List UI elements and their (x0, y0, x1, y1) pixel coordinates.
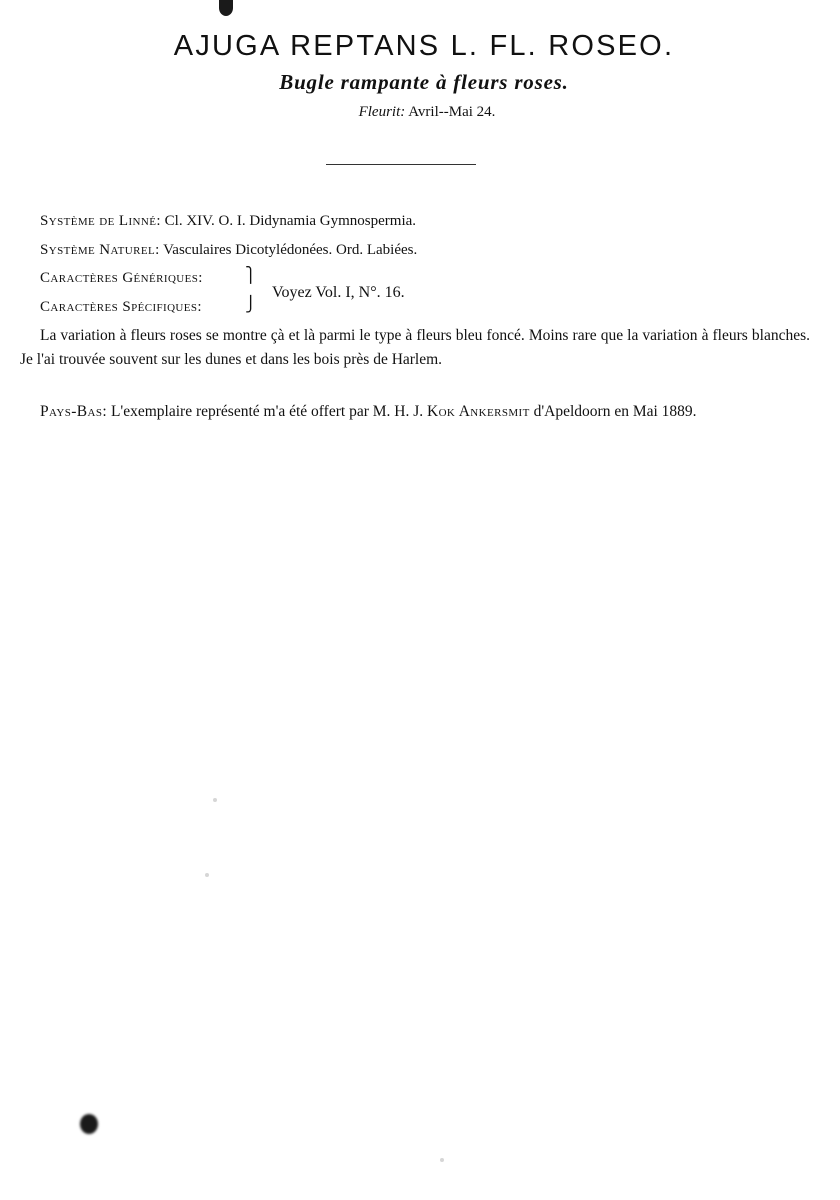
provenance-label: Pays-Bas: (40, 403, 108, 420)
linne-system-label: Système de Linné: (40, 213, 161, 229)
provenance-person: Kok Ankersmit (427, 403, 530, 420)
generic-characters-line (40, 268, 203, 288)
linne-system-value: Cl. XIV. O. I. Didynamia Gymnospermia. (164, 213, 417, 229)
page-subtitle: Bugle rampante à fleurs roses. (279, 70, 569, 94)
ink-speck-top (219, 0, 233, 16)
generic-characters-label: Caractères Génériques: (40, 270, 203, 286)
characters-reference: Voyez Vol. I, N°. 16. (272, 284, 405, 301)
provenance-text-before: L'exemplaire représenté m'a été offert par M. H. J. (110, 403, 424, 420)
provenance-paragraph (20, 400, 810, 424)
specific-characters-label: Caractères Spécifiques: (40, 299, 202, 315)
header-divider (326, 164, 476, 165)
paper-dot (213, 798, 217, 802)
brace-bottom: ⎭ (245, 297, 257, 313)
natural-system-value: Vasculaires Dicotylédonées. Ord. Labiées. (163, 242, 418, 258)
page-title: AJUGA REPTANS L. FL. ROSEO. (173, 30, 675, 62)
linne-system-line (40, 211, 416, 231)
description-paragraph: La variation à fleurs roses se montre çà et là parmi le type à fleurs bleu foncé. Moins rare que la variation à fleurs blanches. Je l'ai trouvée souvent sur les dunes et dans les bois près de Harlem. (20, 327, 810, 368)
page-header (0, 26, 840, 126)
provenance-text-after: d'Apeldoorn en Mai 1889. (533, 403, 697, 420)
flowering-period (14, 98, 840, 126)
paper-dot (205, 873, 209, 877)
brace-top: ⎫ (245, 268, 257, 284)
specific-characters-line (40, 297, 202, 317)
flowering-value: Avril--Mai 24. (408, 104, 496, 120)
natural-system-line (40, 240, 417, 260)
ink-speck-bottom (80, 1114, 98, 1134)
natural-system-label: Système Naturel: (40, 242, 160, 258)
paper-dot (440, 1158, 444, 1162)
flowering-label: Fleurit: (358, 104, 406, 120)
